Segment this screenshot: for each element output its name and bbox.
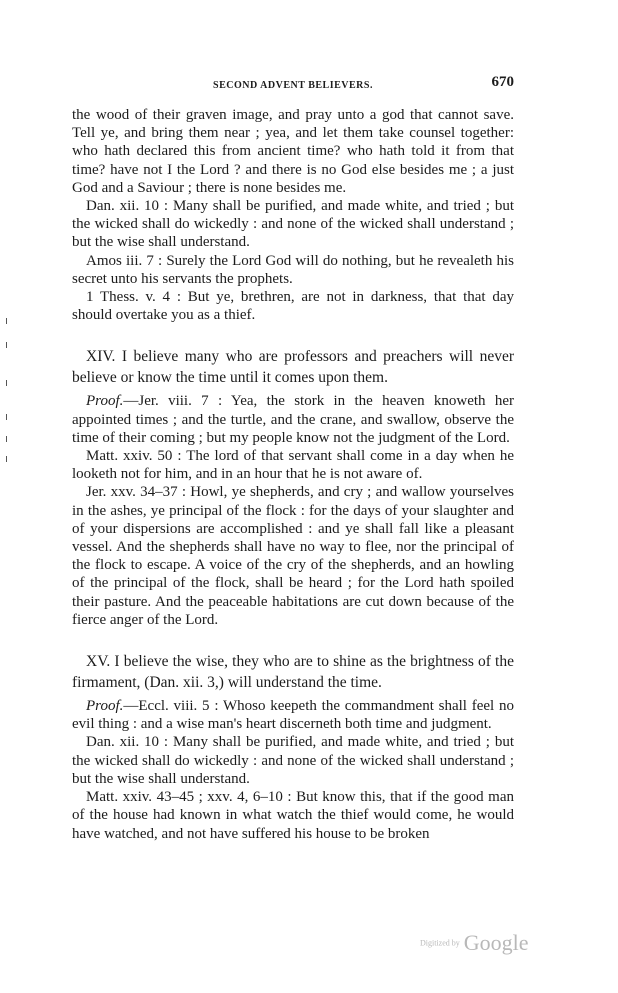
- digitized-watermark: [420, 930, 529, 956]
- section-heading-xiv: XIV. I believe many who are professors and preachers will never believe or know the time until it comes upon them.: [72, 348, 514, 387]
- paragraph: Dan. xii. 10 : Many shall be purified, and made white, and tried ; but the wicked shall do wickedly : and none of the wicked shall understand ; but the wise shall understand.: [72, 198, 514, 251]
- margin-mark: [6, 414, 7, 420]
- running-head: SECOND ADVENT BELIEVERS.: [213, 80, 373, 91]
- paragraph: the wood of their graven image, and pray unto a god that cannot save. Tell ye, and bring them near ; yea, and let them take counsel together: who hath declared this from ancient time? who hath told it from that time? have not I the Lord ? and there is no God else besides me ; a just God and a Saviour ; there is none besides me.: [72, 107, 514, 196]
- paragraph: Amos iii. 7 : Surely the Lord God will do nothing, but he revealeth his secret unto his servants the prophets.: [72, 252, 514, 287]
- proof-paragraph: [72, 697, 514, 733]
- paragraph: Matt. xxiv. 50 : The lord of that servant shall come in a day when he looketh not for him, and in an hour that he is not aware of.: [72, 448, 514, 483]
- margin-mark: [6, 456, 7, 462]
- margin-mark: [6, 380, 7, 386]
- proof-paragraph: [72, 392, 514, 447]
- margin-marks: [6, 318, 10, 468]
- proof-label: Proof.: [86, 393, 124, 410]
- section-heading-xv: XV. I believe the wise, they who are to shine as the brightness of the firmament, (Dan. xii. 3,) will understand the time.: [72, 653, 514, 692]
- page-number: 670: [491, 74, 514, 90]
- page-body: [72, 106, 514, 843]
- proof-text: —Jer. viii. 7 : Yea, the stork in the heaven knoweth her appointed times ; and the turtle, and the crane, and swallow, observe the time of their coming ; but my people know not the judgment of the Lord.: [72, 393, 514, 446]
- paragraph: 1 Thess. v. 4 : But ye, brethren, are not in darkness, that that day should overtake you as a thief.: [72, 289, 514, 324]
- proof-text: —Eccl. viii. 5 : Whoso keepeth the commandment shall feel no evil thing : and a wise man's heart discerneth both time and judgment.: [72, 698, 514, 733]
- page-header: [72, 74, 514, 96]
- margin-mark: [6, 318, 7, 324]
- watermark-prefix: Digitized by: [420, 938, 460, 948]
- paragraph: Matt. xxiv. 43–45 ; xxv. 4, 6–10 : But know this, that if the good man of the house had known in what watch the thief would come, he would have watched, and not have suffered his house to be broken: [72, 789, 514, 842]
- paragraph: Dan. xii. 10 : Many shall be purified, and made white, and tried ; but the wicked shall do wickedly : and none of the wicked shall understand ; but the wise shall understand.: [72, 734, 514, 787]
- proof-label: Proof.: [86, 698, 124, 715]
- google-logo: Google: [463, 930, 529, 955]
- paragraph: Jer. xxv. 34–37 : Howl, ye shepherds, and cry ; and wallow yourselves in the ashes, ye principal of the flock : for the days of your slaughter and of your dispersions are accomplished : and ye shall fall like a pleasant vessel. And the shepherds shall have no way to flee, nor the principal of the flock to escape. A voice of the cry of the shepherds, and an howling of the principal of the flock, shall be heard ; for the Lord hath spoiled their pasture. And the peaceable habitations are cut down because of the fierce anger of the Lord.: [72, 484, 514, 628]
- margin-mark: [6, 342, 7, 348]
- margin-mark: [6, 436, 7, 442]
